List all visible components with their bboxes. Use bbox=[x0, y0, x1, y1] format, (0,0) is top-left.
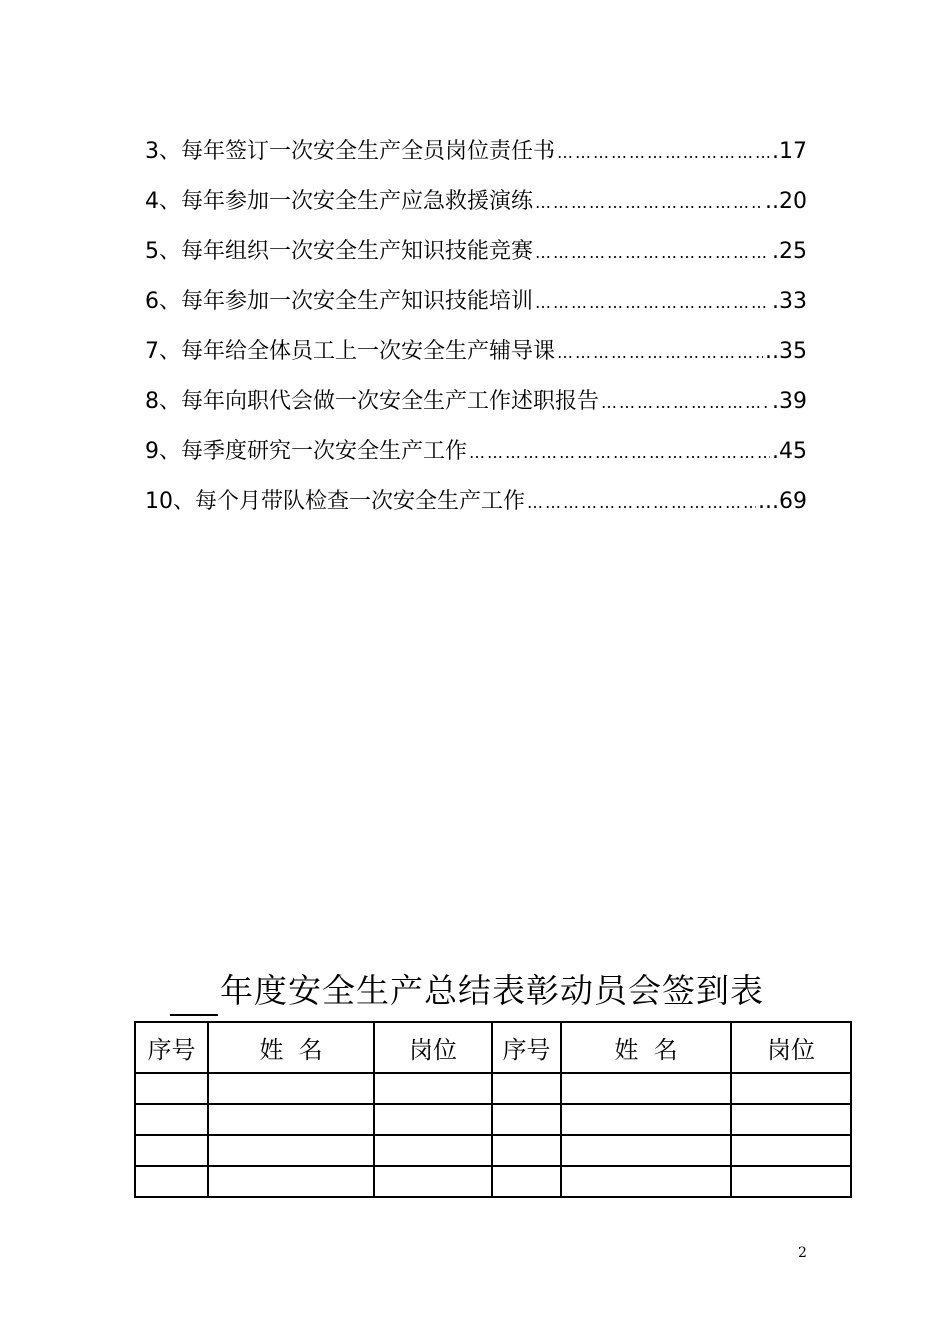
toc-entry-page: ..20 bbox=[765, 189, 807, 214]
signin-sheet-title bbox=[170, 966, 810, 1016]
header-position: 岗位 bbox=[374, 1022, 492, 1073]
signin-cell[interactable] bbox=[135, 1166, 208, 1197]
toc-entry-page: ..35 bbox=[765, 339, 807, 364]
toc-entry[interactable] bbox=[145, 277, 807, 327]
signin-cell[interactable] bbox=[561, 1166, 731, 1197]
toc-entry-page: .25 bbox=[772, 239, 807, 264]
signin-cell[interactable] bbox=[374, 1166, 492, 1197]
signin-cell[interactable] bbox=[492, 1135, 561, 1166]
signin-cell[interactable] bbox=[374, 1073, 492, 1104]
toc-dot-leader bbox=[557, 128, 770, 178]
header-name: 姓 名 bbox=[561, 1022, 731, 1073]
header-name: 姓 名 bbox=[208, 1022, 374, 1073]
toc-entry-title: 7、每年给全体员工上一次安全生产辅导课 bbox=[145, 339, 555, 364]
signin-cell[interactable] bbox=[731, 1073, 851, 1104]
toc-entry-title: 3、每年签订一次安全生产全员岗位责任书 bbox=[145, 139, 555, 164]
table-row bbox=[135, 1135, 851, 1166]
signin-cell[interactable] bbox=[208, 1135, 374, 1166]
signin-cell[interactable] bbox=[374, 1104, 492, 1135]
signin-cell[interactable] bbox=[135, 1135, 208, 1166]
toc-dot-leader bbox=[535, 178, 763, 228]
signin-cell[interactable] bbox=[135, 1073, 208, 1104]
signin-cell[interactable] bbox=[208, 1073, 374, 1104]
toc-dot-leader bbox=[527, 478, 756, 528]
toc-entry[interactable] bbox=[145, 377, 807, 427]
toc-entry-title: 5、每年组织一次安全生产知识技能竞赛 bbox=[145, 239, 533, 264]
toc-entry-page: .17 bbox=[772, 139, 807, 164]
signin-title-text: 年度安全生产总结表彰动员会签到表 bbox=[220, 971, 764, 1010]
toc-dot-leader bbox=[469, 428, 770, 478]
table-row bbox=[135, 1166, 851, 1197]
toc-entry[interactable] bbox=[145, 227, 807, 277]
toc-dot-leader bbox=[535, 228, 770, 278]
header-serial-number: 序号 bbox=[135, 1022, 208, 1073]
toc-dot-leader bbox=[601, 378, 770, 428]
header-position: 岗位 bbox=[731, 1022, 851, 1073]
toc-entry-title: 8、每年向职代会做一次安全生产工作述职报告 bbox=[145, 389, 599, 414]
page-number: 2 bbox=[798, 1245, 807, 1261]
signin-cell[interactable] bbox=[561, 1135, 731, 1166]
signin-cell[interactable] bbox=[208, 1166, 374, 1197]
table-row bbox=[135, 1073, 851, 1104]
signin-cell[interactable] bbox=[492, 1166, 561, 1197]
header-serial-number: 序号 bbox=[492, 1022, 561, 1073]
toc-dot-leader bbox=[535, 278, 770, 328]
toc-entry-title: 9、每季度研究一次安全生产工作 bbox=[145, 439, 467, 464]
table-of-contents bbox=[145, 127, 807, 527]
toc-entry-title: 4、每年参加一次安全生产应急救援演练 bbox=[145, 189, 533, 214]
toc-entry-page: ...69 bbox=[758, 489, 807, 514]
toc-entry[interactable] bbox=[145, 327, 807, 377]
signin-cell[interactable] bbox=[374, 1135, 492, 1166]
signin-cell[interactable] bbox=[208, 1104, 374, 1135]
year-blank bbox=[170, 978, 218, 1016]
toc-entry[interactable] bbox=[145, 477, 807, 527]
signin-cell[interactable] bbox=[492, 1073, 561, 1104]
signin-cell[interactable] bbox=[731, 1104, 851, 1135]
toc-entry-page: .39 bbox=[772, 389, 807, 414]
toc-entry-page: .33 bbox=[772, 289, 807, 314]
toc-entry-title: 10、每个月带队检查一次安全生产工作 bbox=[145, 489, 525, 514]
signin-cell[interactable] bbox=[731, 1166, 851, 1197]
toc-entry[interactable] bbox=[145, 127, 807, 177]
table-row bbox=[135, 1104, 851, 1135]
toc-entry-title: 6、每年参加一次安全生产知识技能培训 bbox=[145, 289, 533, 314]
toc-entry[interactable] bbox=[145, 427, 807, 477]
toc-dot-leader bbox=[557, 328, 763, 378]
signin-cell[interactable] bbox=[731, 1135, 851, 1166]
toc-entry-page: .45 bbox=[772, 439, 807, 464]
toc-entry[interactable] bbox=[145, 177, 807, 227]
signin-header-row bbox=[135, 1022, 851, 1073]
signin-table bbox=[134, 1021, 852, 1198]
signin-cell[interactable] bbox=[561, 1073, 731, 1104]
signin-cell[interactable] bbox=[561, 1104, 731, 1135]
signin-cell[interactable] bbox=[135, 1104, 208, 1135]
signin-cell[interactable] bbox=[492, 1104, 561, 1135]
